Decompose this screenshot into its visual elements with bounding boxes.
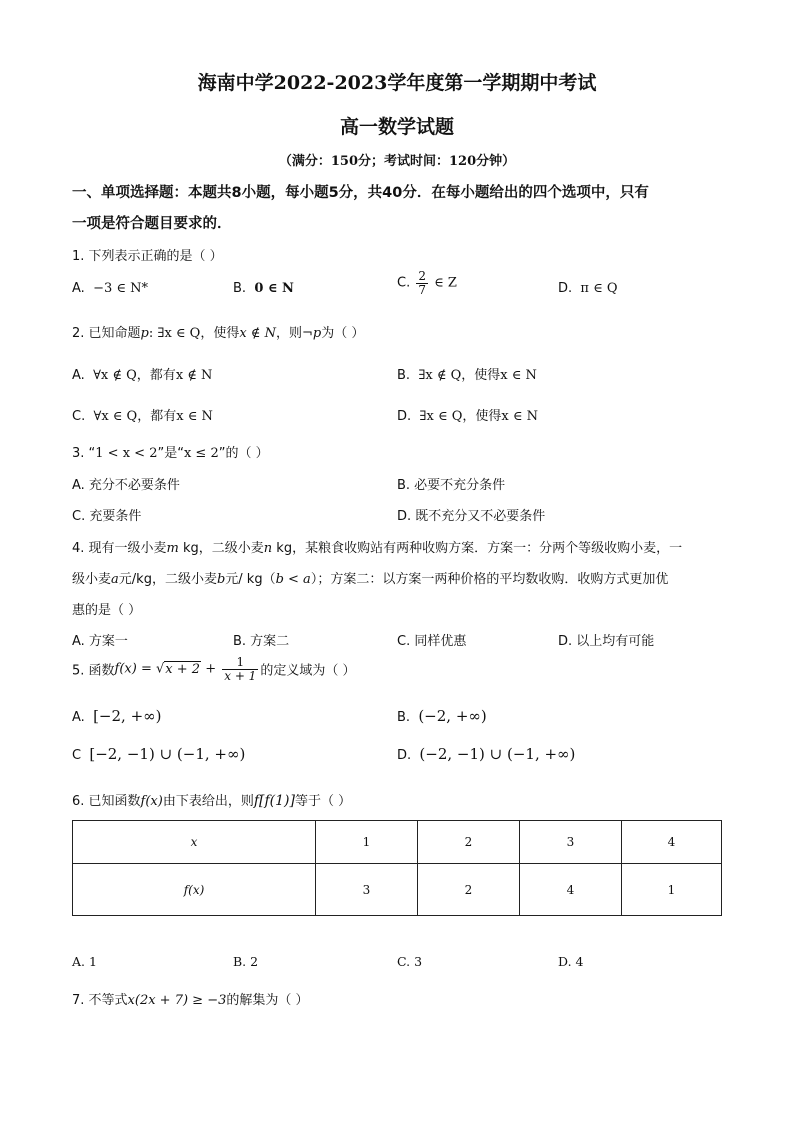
fraction-denominator: 7 — [418, 282, 426, 297]
stem-math: : ∃x ∈ Q — [148, 326, 201, 341]
table-header-cell: 3 — [520, 821, 622, 864]
option-label: B. — [397, 710, 411, 725]
stem-math: f(x) — [140, 794, 163, 809]
function-value-table — [72, 820, 722, 916]
stem-text: ”是“ — [157, 446, 184, 461]
option-label: B. — [233, 281, 247, 296]
question-2-option-b — [397, 364, 537, 383]
exam-info: （满分：150分；考试时间：120分钟） — [278, 154, 516, 169]
question-6-option-b: B. 2 — [233, 954, 259, 969]
question-4-option-b: B. 方案二 — [233, 634, 290, 649]
stem-math: + — [201, 661, 221, 677]
question-3-option-d: D. 既不充分又不必要条件 — [397, 509, 546, 524]
stem-math: f[f(1)] — [253, 793, 295, 809]
question-5-option-d — [397, 745, 575, 763]
stem-text: 7. 不等式 — [72, 993, 128, 1008]
table-row — [73, 864, 722, 916]
option-label: D. — [397, 409, 412, 424]
option-math: π ∈ Q — [580, 281, 618, 296]
option-math: x ∈ N — [176, 409, 213, 424]
stem-math: b < a — [275, 572, 311, 587]
stem-text: ”的（ ） — [218, 446, 269, 461]
question-6-option-a: A. 1 — [72, 954, 97, 969]
option-label: C. — [72, 409, 86, 424]
question-2-option-d — [397, 405, 538, 424]
fraction-numerator: 2 — [418, 269, 426, 283]
stem-text: 4. 现有一级小麦 — [72, 541, 167, 556]
option-text: ，都有 — [136, 368, 176, 383]
option-math: [−2, −1) ∪ (−1, +∞) — [89, 745, 246, 763]
question-1-option-b — [233, 281, 294, 296]
option-math: ∀x ∉ Q — [93, 368, 137, 383]
fraction-numerator: 1 — [222, 656, 258, 670]
question-5-option-a — [72, 707, 161, 725]
option-label: C — [72, 748, 82, 763]
stem-var: n — [263, 541, 273, 556]
stem-text: 级小麦 — [72, 572, 112, 587]
stem-var: m — [166, 541, 179, 556]
stem-math: x ≤ 2 — [183, 446, 219, 461]
sqrt-radicand: x + 2 — [165, 661, 201, 677]
stem-math: f(x) = — [114, 661, 156, 677]
table-header-cell: 2 — [418, 821, 520, 864]
stem-text: 元/ kg（ — [225, 572, 276, 587]
option-math: (−2, +∞) — [418, 707, 487, 725]
question-3-stem — [72, 442, 269, 461]
question-6-option-c: C. 3 — [397, 954, 423, 969]
stem-var: p — [140, 326, 149, 341]
stem-var: a — [111, 572, 119, 587]
question-2-option-c — [72, 405, 213, 424]
section-heading-line1: 一、单项选择题：本题共8小题，每小题5分，共40分．在每小题给出的四个选项中，只有 — [72, 185, 649, 201]
question-1-stem: 1. 下列表示正确的是（ ） — [72, 249, 223, 264]
option-text: ，使得 — [461, 368, 501, 383]
exam-title: 海南中学2022-2023学年度第一学期期中考试 — [197, 72, 597, 94]
option-label: B. — [397, 368, 411, 383]
stem-text: kg，某粮食收购站有两种收购方案．方案一：分两个等级收购小麦，一 — [272, 541, 683, 556]
stem-text: ，则 — [275, 326, 302, 341]
table-cell: 4 — [520, 864, 622, 916]
option-math: 0 ∈ N — [254, 281, 294, 296]
stem-var: b — [216, 572, 226, 587]
option-math: ∀x ∈ Q — [93, 409, 138, 424]
option-math: ∃x ∉ Q — [418, 368, 462, 383]
question-3-option-b: B. 必要不充分条件 — [397, 478, 506, 493]
option-label: C. — [397, 275, 411, 291]
question-5-option-c — [72, 745, 245, 763]
question-2-option-a — [72, 364, 212, 383]
question-6-option-d: D. 4 — [558, 954, 584, 969]
question-4-option-a: A. 方案一 — [72, 634, 128, 649]
option-text: ，使得 — [462, 409, 502, 424]
question-3-option-c: C. 充要条件 — [72, 509, 142, 524]
option-label: A. — [72, 368, 85, 383]
question-4-option-c: C. 同样优惠 — [397, 634, 467, 649]
table-header-cell: 1 — [316, 821, 418, 864]
question-1-option-a — [72, 281, 148, 296]
stem-math: x(2x + 7) ≥ −3 — [127, 993, 227, 1008]
option-math: −3 ∈ N* — [93, 281, 148, 296]
question-1-option-d — [558, 281, 618, 296]
sqrt: √x + 2 — [156, 661, 201, 677]
table-cell: 3 — [316, 864, 418, 916]
stem-text: 6. 已知函数 — [72, 794, 141, 809]
fraction — [222, 656, 258, 682]
option-math: [−2, +∞) — [93, 707, 162, 725]
option-math: x ∈ N — [500, 368, 537, 383]
table-header-cell: x — [73, 821, 316, 864]
option-math: x ∉ N — [175, 368, 213, 383]
stem-math: ¬p — [301, 326, 322, 341]
stem-text: 的定义域为（ ） — [260, 663, 356, 679]
question-4-line3: 惠的是（ ） — [72, 603, 142, 618]
fraction — [416, 270, 428, 296]
stem-text: 元/kg，二级小麦 — [118, 572, 217, 587]
stem-text: 2. 已知命题 — [72, 326, 141, 341]
question-4-option-d: D. 以上均有可能 — [558, 634, 655, 649]
option-math: x ∈ N — [501, 409, 538, 424]
question-3-option-a: A. 充分不必要条件 — [72, 478, 180, 493]
question-7-stem — [72, 989, 309, 1008]
table-header-cell: 4 — [622, 821, 722, 864]
table-cell: 2 — [418, 864, 520, 916]
stem-text: 3. “ — [72, 446, 96, 461]
stem-math: 1 < x < 2 — [95, 446, 158, 461]
question-2-stem — [72, 322, 364, 341]
table-row — [73, 821, 722, 864]
stem-text: ）；方案二：以方案一两种价格的平均数收购．收购方式更加优 — [310, 572, 669, 587]
question-5-stem — [72, 656, 355, 682]
question-5-option-b — [397, 707, 487, 725]
stem-text: 的解集为（ ） — [226, 993, 309, 1008]
stem-text: 为（ ） — [321, 326, 365, 341]
option-text: ，都有 — [137, 409, 177, 424]
option-label: D. — [558, 281, 573, 296]
table-cell: f(x) — [73, 864, 316, 916]
question-4-line2 — [72, 568, 668, 587]
stem-math: x ∉ N — [239, 326, 276, 341]
exam-subtitle: 高一数学试题 — [339, 116, 454, 138]
option-label: A. — [72, 710, 85, 725]
stem-text: 5. 函数 — [72, 663, 115, 679]
question-1-option-c — [397, 270, 457, 296]
stem-text: 等于（ ） — [294, 794, 352, 809]
option-math: (−2, −1) ∪ (−1, +∞) — [419, 745, 576, 763]
option-label: D. — [397, 748, 412, 763]
question-4-line1 — [72, 537, 682, 556]
section-heading-line2: 一项是符合题目要求的． — [72, 216, 232, 232]
question-6-stem — [72, 790, 351, 809]
option-math: ∃x ∈ Q — [419, 409, 463, 424]
fraction-denominator: x + 1 — [224, 668, 257, 683]
stem-text: 由下表给出，则 — [162, 794, 254, 809]
stem-text: kg，二级小麦 — [178, 541, 264, 556]
option-label: A. — [72, 281, 85, 296]
stem-text: ，使得 — [200, 326, 240, 341]
table-cell: 1 — [622, 864, 722, 916]
option-math: ∈ Z — [434, 275, 457, 291]
